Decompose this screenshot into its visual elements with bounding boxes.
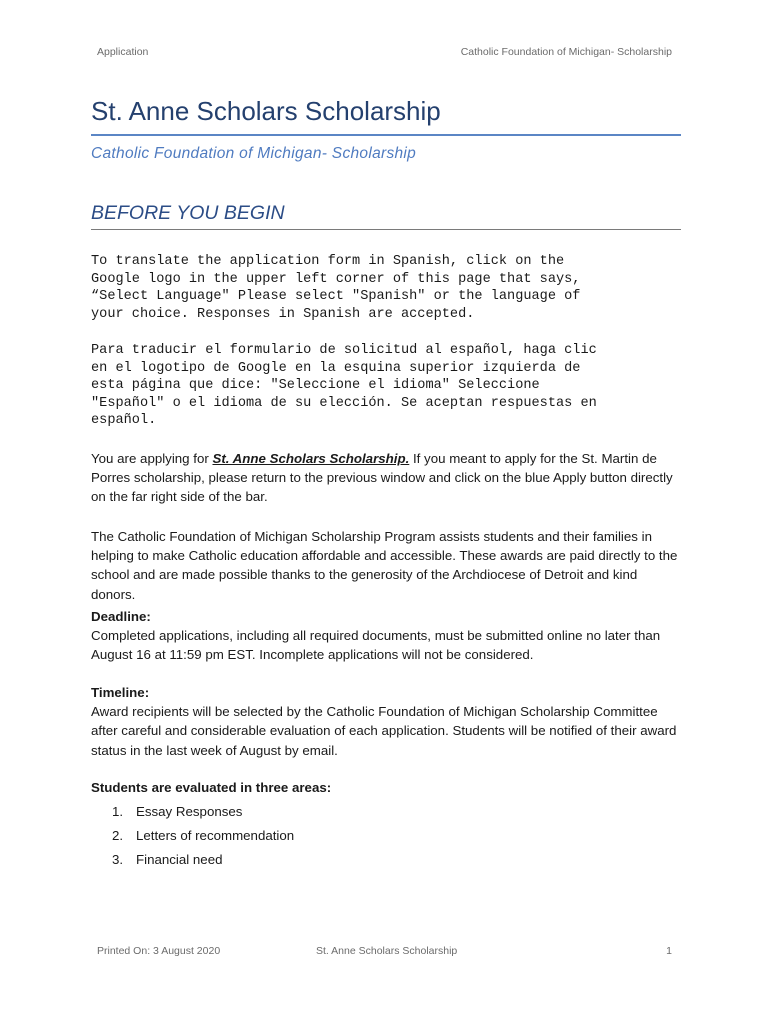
evaluation-heading: Students are evaluated in three areas: bbox=[91, 780, 332, 795]
program-description: The Catholic Foundation of Michigan Scholarship Program assists students and their families in helping to make Catholic education affordable and accessible. These awards are paid directly to the school and are made possible thanks to the generosity of the Archdiocese of Detroit and kind donors. bbox=[91, 529, 678, 602]
list-item: 3. Financial need bbox=[112, 852, 223, 867]
translate-instructions-spanish: Para traducir el formulario de solicitud al español, haga clic en el logotipo de Google en la esquina superior izquierda de esta página que dice: "Seleccione el idioma" Seleccione "Español" o el idioma de su elección. Se aceptan respuestas en español. bbox=[91, 343, 597, 429]
footer-printed-date: Printed On: 3 August 2020 bbox=[97, 945, 221, 957]
list-item: 1. Essay Responses bbox=[112, 804, 243, 819]
applying-notice bbox=[91, 449, 683, 507]
timeline-label: Timeline: bbox=[91, 685, 150, 700]
section-heading: BEFORE YOU BEGIN bbox=[91, 200, 681, 230]
header-left: Application bbox=[97, 46, 149, 58]
timeline-block bbox=[91, 683, 683, 760]
timeline-text: Award recipients will be selected by the Catholic Foundation of Michigan Scholarship Committee after careful and considerable evaluation of each application. Students will be notified of their award status in the last week of August by email. bbox=[91, 704, 677, 758]
translate-instructions-english: To translate the application form in Spanish, click on the Google logo in the upper left corner of this page that says, “Select Language" Please select "Spanish" or the language of your choice. Responses in Spanish are accepted. bbox=[91, 254, 581, 322]
deadline-label: Deadline: bbox=[91, 609, 151, 624]
evaluation-list bbox=[112, 800, 294, 872]
page-title: St. Anne Scholars Scholarship bbox=[91, 95, 681, 136]
scholarship-link[interactable]: St. Anne Scholars Scholarship. bbox=[212, 451, 410, 466]
footer-title: St. Anne Scholars Scholarship bbox=[316, 945, 458, 957]
header-right: Catholic Foundation of Michigan- Scholarship bbox=[460, 46, 672, 58]
page-subtitle: Catholic Foundation of Michigan- Scholarship bbox=[91, 145, 417, 162]
deadline-text: Completed applications, including all required documents, must be submitted online no later than August 16 at 11:59 pm EST. Incomplete applications will not be considered. bbox=[91, 628, 661, 663]
list-item: 2. Letters of recommendation bbox=[112, 828, 295, 843]
applying-suffix: If you meant to apply for the St. Martin de Porres scholarship, please return to the previous window and click on the blue Apply button directly on the far right side of the bar. bbox=[91, 451, 673, 505]
deadline-block bbox=[91, 607, 683, 665]
applying-prefix: You are applying for bbox=[91, 451, 213, 466]
footer-page-number: 1 bbox=[666, 945, 672, 957]
